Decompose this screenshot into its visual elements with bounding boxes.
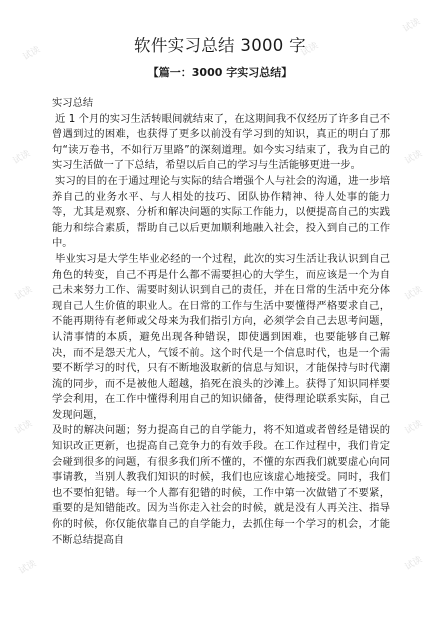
watermark: 试读 [13,284,35,303]
watermark: 试读 [21,44,43,63]
watermark: 试读 [13,418,35,437]
document-title: 软件实习总结 3000 字 [134,36,306,55]
watermark: 试读 [17,558,39,577]
section-heading: 【篇一：3000 字实习总结】 [147,66,293,79]
paragraph: 毕业实习是大学生毕业必经的一个过程，此次的实习生活让我认识到自己角色的转变，自己不再是什么都不需要担心的大学生，而应该是一个为自己未来努力工作、需要时刻认识到自己的责任，并在日常的生活中充分体现自己人生价值的职业人。在日常的工作与生活中要懂得严格要求自己，不能再期待有老师或父母来为我们指引方向，必须学会自己去思考问题，认清事情的本质，避免出现各种错误，即使遇到困难，也要能够自己解决，而不是怨天尤人，气馁不前。这个时代是一个信息时代，也是一个需要不断学习的时代，只有不断地汲取新的信息与知识，才能保持与时代潮流的同步，而不是被他人超越，掐死在浪头的沙滩上。获得了知识同样要学会利用，在工作中懂得利用自己的知识储备，使得理论联系实际，自己发现问题， [52,252,390,421]
subheading: 实习总结 [52,97,94,109]
watermark: 试读 [403,284,425,303]
paragraph: 实习的目的在于通过理论与实际的结合增强个人与社会的沟通，进一步培养自己的业务水平、与人相处的技巧、团队协作精神、待人处事的能力等，尤其是观察、分析和解决问题的实际工作能力，以便提高自己的实践能力和综合素质，帮助自己以后更加顺利地融入社会，投入到自己的工作中。 [52,174,390,250]
watermark: 试读 [11,148,33,167]
paragraph: 近 1 个月的实习生活转眼间就结束了，在这期间我不仅经历了许多自己不曾遇到过的困难，也获得了更多以前没有学习到的知识，真正的明白了那句“读万卷书，不如行万里路”的深刻道理。如今实习结束了，我为自己的实习生活做一了下总结，希望以后自己的学习与生活能够更进一步。 [52,112,390,172]
watermark: 试读 [403,554,425,573]
watermark: 试读 [401,16,423,35]
paragraph: 及时的解决问题；努力提高自己的自学能力，将不知道或者曾经是错误的知识改正更新，也提高自己竞争力的有效手段。在工作过程中，我们肯定会碰到很多的问题，有很多我们所不懂的，不懂的东西我们就要虚心向同事请教，当别人教我们知识的时候，我们也应该虚心地接受。同时，我们也不要怕犯错。每一个人都有犯错的时候，工作中第一次做错了不要紧，重要的是知错能改。因为当你走入社会的时候，就是没有人再关注、指导你的时候，你仅能依靠自己的自学能力，去抓住每一个学习的机会，才能不断总结提高自 [52,424,390,546]
document-body [52,96,390,548]
watermark: 试读 [299,40,321,59]
watermark: 试读 [403,148,425,167]
watermark: 试读 [403,418,425,437]
